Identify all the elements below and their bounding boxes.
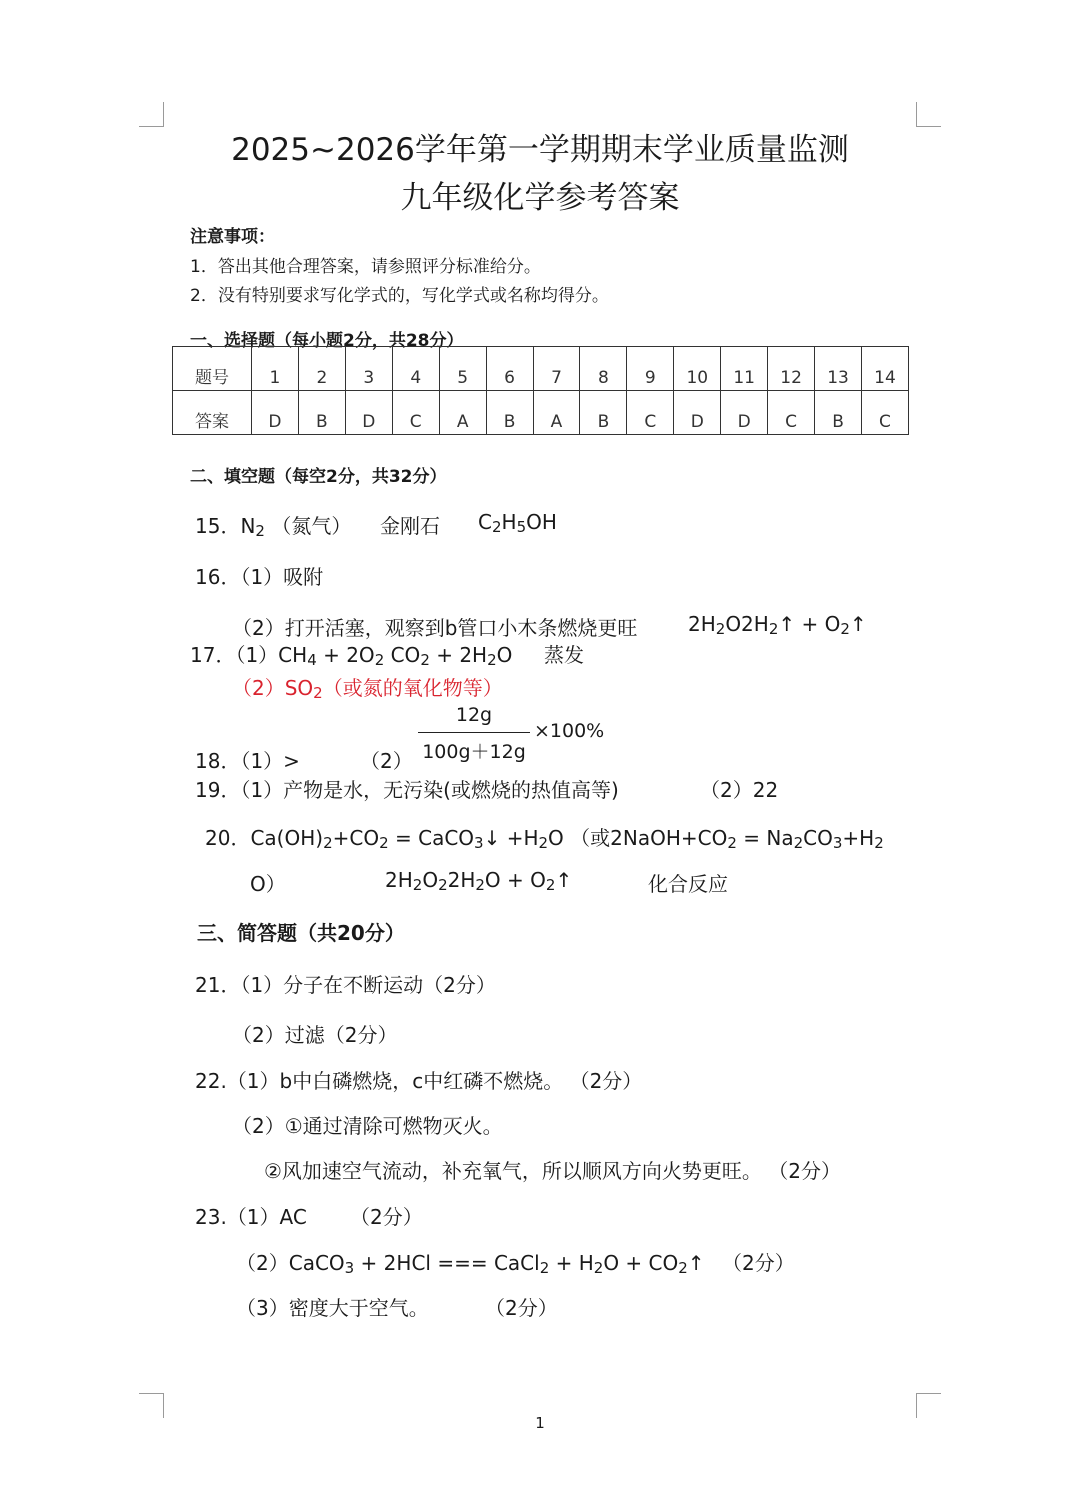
choice-answer: C [861, 391, 908, 435]
table-row-answers [173, 391, 909, 435]
question-number: 6 [486, 347, 533, 391]
choice-answer: D [252, 391, 299, 435]
question-number: 8 [580, 347, 627, 391]
notes-heading: 注意事项： [190, 227, 275, 247]
answer-22-part-2-second: ②风加速空气流动，补充氧气，所以顺风方向火势更旺。 （2分） [264, 1159, 842, 1183]
answer-17-part-1: 17．$(1)CH_4 + 2O_2$ $CO_2 + 2H_2O$ [190, 643, 513, 669]
answer-20-equation-2: $2H_2O_22H_2O$ + $O_2↑$ [385, 868, 573, 894]
question-number: 2 [298, 347, 345, 391]
choice-answer: A [439, 391, 486, 435]
question-number: 1 [252, 347, 299, 391]
note-item-2: 2．没有特别要求写化学式的，写化学式或名称均得分。 [190, 286, 609, 306]
question-number: 11 [721, 347, 768, 391]
answer-18-part-1: 18．（1）> [195, 749, 300, 773]
answer-20-reaction-type: 化合反应 [648, 872, 728, 896]
question-number: 12 [768, 347, 815, 391]
answer-23-part-3: （3）密度大于空气。 [236, 1296, 429, 1320]
question-number: 4 [392, 347, 439, 391]
answer-16-part-2: （2）打开活塞，观察到b管口小木条燃烧更旺 [232, 616, 638, 640]
answer-15-diamond: 金刚石 [380, 514, 440, 538]
choice-answer: A [533, 391, 580, 435]
choice-answer: C [627, 391, 674, 435]
answer-21-part-1: 21．（1）分子在不断运动（2分） [195, 973, 496, 997]
answer-23-part-3-score: （2分） [485, 1296, 558, 1320]
section-3-heading: 三、简答题（共20分） [197, 921, 405, 945]
question-number: 7 [533, 347, 580, 391]
answer-16-part-1: 16．（1）吸附 [195, 565, 324, 589]
answer-22-part-1: 22.（1）b中白磷燃烧，c中红磷不燃烧。 （2分） [195, 1069, 643, 1093]
answer-23-part-1-score: （2分） [350, 1205, 423, 1229]
page-subtitle: 九年级化学参考答案 [400, 180, 680, 216]
mass-fraction-formula [418, 704, 530, 764]
choice-answer: B [298, 391, 345, 435]
answer-15-ethanol: $C_2H_5OH$ [478, 510, 557, 536]
choice-answer: C [392, 391, 439, 435]
answer-16-equation: $2H_2O2H_2↑$ + $O_2↑$ [688, 612, 867, 638]
fraction-bar [418, 732, 530, 733]
choice-answer: C [768, 391, 815, 435]
page-number: 1 [535, 1414, 545, 1432]
answer-23-part-2: （2）CaCO$_3$ + 2HCl === CaCl$_2$ + $H_2O$ + $CO_2↑$ [236, 1251, 705, 1277]
choice-answer: B [486, 391, 533, 435]
question-number: 10 [674, 347, 721, 391]
choice-answer: D [674, 391, 721, 435]
choice-answer: D [721, 391, 768, 435]
row-label-number: 题号 [173, 347, 252, 391]
fraction-denominator: 100g＋12g [422, 741, 526, 763]
note-item-1: 1．答出其他合理答案，请参照评分标准给分。 [190, 257, 541, 277]
page-title: 2025~2026学年第一学期期末学业质量监测 [231, 132, 849, 168]
multiple-choice-answer-table [172, 346, 909, 435]
answer-21-part-2: （2）过滤（2分） [232, 1023, 398, 1047]
answer-22-part-2: （2）①通过清除可燃物灭火。 [232, 1114, 503, 1138]
answer-17-evaporate: 蒸发 [544, 643, 584, 667]
choice-answer: B [580, 391, 627, 435]
section-2-heading: 二、填空题（每空2分，共32分） [190, 467, 447, 487]
answer-20-line-2-start: O） [250, 872, 286, 896]
fraction-numerator: 12g [455, 704, 493, 726]
fraction-multiplier: ×100% [534, 720, 605, 742]
answer-19-part-1: 19．（1）产物是水，无污染(或燃烧的热值高等) [195, 778, 619, 802]
question-number: 5 [439, 347, 486, 391]
answer-15: 15．$N_2$ （氮气） [195, 514, 352, 540]
row-label-answer: 答案 [173, 391, 252, 435]
question-number: 3 [345, 347, 392, 391]
question-number: 14 [861, 347, 908, 391]
choice-answer: D [345, 391, 392, 435]
choice-answer: B [815, 391, 862, 435]
answer-23-part-1: 23.（1）AC [195, 1205, 307, 1229]
question-number: 9 [627, 347, 674, 391]
answer-23-part-2-score: （2分） [722, 1251, 795, 1275]
answer-17-part-2: $(2)SO_2$（或氮的氧化物等） [232, 676, 503, 702]
answer-20-line-1: 20．$Ca(OH)_2+CO_2$ = CaCO$_3$↓ $+H_2O$ （或$2NaOH+CO_2 = Na_2CO_3+H_2$ [205, 826, 884, 852]
answer-18-part-2: （2） [360, 749, 413, 773]
answer-19-part-2: （2）22 [700, 778, 779, 802]
section-1-heading: 一、选择题（每小题2分，共28分） [190, 331, 464, 351]
table-row-numbers [173, 347, 909, 391]
question-number: 13 [815, 347, 862, 391]
